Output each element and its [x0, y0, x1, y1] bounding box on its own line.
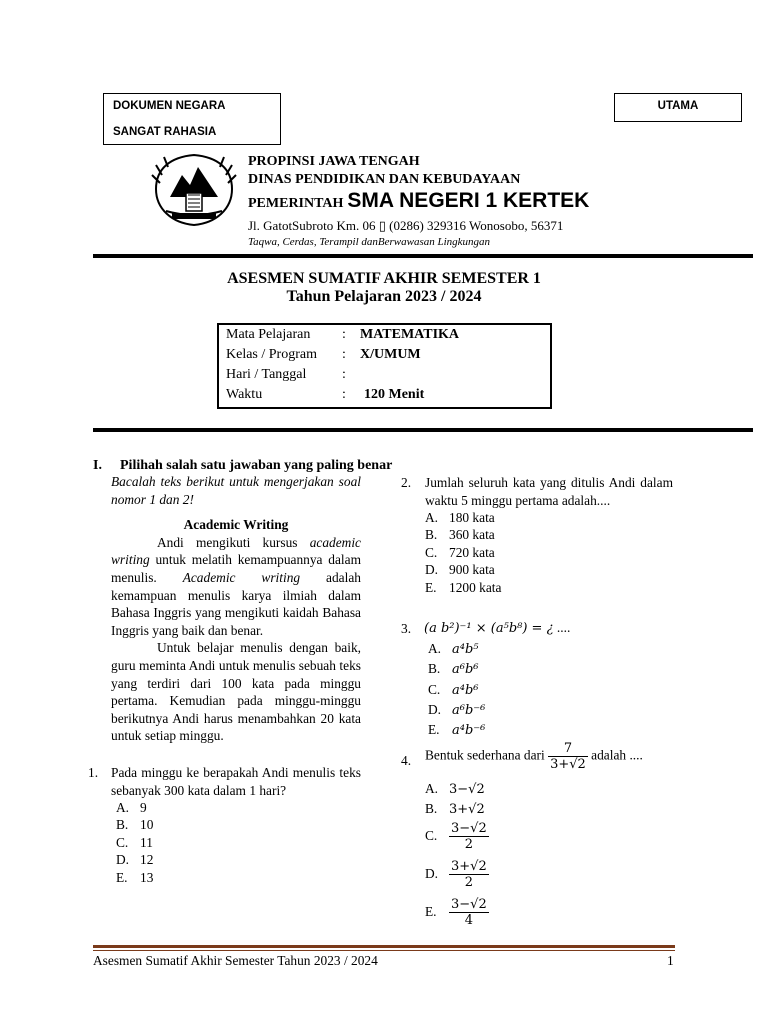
option-math: a⁴b⁻⁶ [452, 723, 486, 738]
fraction-denominator: 2 [464, 875, 473, 890]
option-fraction [449, 897, 489, 928]
reading-paragraph-2: Untuk belajar menulis dengan baik, guru meminta Andi untuk menulis sebuah teks yang terdiri dari 100 kata pada minggu pertama. Kemudian pada minggu-minggu berikutnya Andi harus menambahkan 20 kata untuk setiap minggu. [111, 640, 361, 744]
fraction-denominator: 3+√2 [550, 757, 586, 772]
classification-line-1: DOKUMEN NEGARA [113, 100, 226, 112]
info-row-time [226, 387, 424, 403]
question-2-number: 2. [401, 475, 412, 490]
reading-heading: Academic Writing [183, 517, 289, 533]
option-fraction [449, 821, 489, 852]
info-row-subject [226, 327, 459, 343]
text-run-italic: Academic writing [182, 569, 301, 585]
info-colon: : [342, 327, 346, 342]
footer-rule-thin [93, 950, 675, 951]
option-letter: D. [428, 702, 442, 717]
option-letter: D. [425, 865, 439, 881]
option-math: a⁶b⁻⁶ [452, 703, 486, 718]
exam-title: ASESMEN SUMATIF AKHIR SEMESTER 1 [227, 270, 541, 287]
option-fraction [449, 859, 489, 890]
option-letter: B. [116, 817, 129, 832]
info-key: Waktu [226, 387, 263, 402]
question-4-option-a[interactable] [425, 781, 485, 797]
footer-rule [93, 945, 675, 948]
question-text: Bentuk sederhana dari [425, 747, 545, 763]
option-math: a⁴b⁶ [452, 683, 479, 698]
option-letter: B. [425, 527, 438, 542]
school-motto: Taqwa, Cerdas, Terampil danBerwawasan Lingkungan [248, 236, 491, 248]
section-number: I. [93, 458, 102, 473]
fraction-numerator: 3−√2 [451, 897, 487, 912]
option-letter: C. [428, 682, 441, 697]
text-run: Andi mengikuti kursus [157, 534, 310, 550]
info-value: MATEMATIKA [360, 327, 460, 342]
question-1-option-c[interactable] [116, 835, 153, 851]
info-key: Mata Pelajaran [226, 327, 311, 342]
question-1-option-d[interactable] [116, 852, 153, 868]
option-text: 13 [140, 870, 154, 885]
option-letter: E. [425, 903, 437, 919]
fraction-numerator: 7 [548, 741, 588, 757]
option-text: 720 kata [449, 545, 495, 560]
info-key: Hari / Tanggal [226, 367, 307, 382]
question-1-option-e[interactable] [116, 870, 153, 886]
option-letter: E. [428, 722, 440, 737]
pemerintah-label: PEMERINTAH [248, 196, 344, 211]
question-2-option-b[interactable] [425, 527, 495, 543]
section-heading [93, 458, 392, 474]
option-math: 3+√2 [449, 802, 485, 817]
option-letter: A. [116, 800, 130, 815]
option-letter: A. [428, 641, 442, 656]
question-3-option-d[interactable] [428, 702, 485, 718]
exam-year: Tahun Pelajaran 2023 / 2024 [286, 288, 482, 305]
math-expression: (a b²)⁻¹ × (a⁵b⁸) = ¿ [424, 621, 554, 636]
info-colon: : [342, 347, 346, 362]
question-3-option-e[interactable] [428, 722, 485, 738]
option-text: 12 [140, 852, 154, 867]
info-value: X/UMUM [360, 347, 421, 362]
question-4-option-e[interactable] [425, 897, 489, 928]
info-divider [93, 428, 753, 432]
option-letter: E. [425, 580, 437, 595]
question-1-number: 1. [88, 765, 99, 780]
question-4-option-c[interactable] [425, 821, 489, 852]
option-text: 180 kata [449, 510, 495, 525]
option-text: 9 [140, 800, 147, 815]
info-row-date [226, 367, 360, 383]
question-1-option-a[interactable] [116, 800, 147, 816]
text-run: adalah kemampuan menulis karya ilmiah dalam Bahasa Inggris yang mengikuti kaidah Bahasa Inggris yang baik dan benar. [111, 569, 361, 638]
option-letter: B. [428, 661, 441, 676]
reading-paragraph-1 [111, 534, 361, 640]
document-classification-box [103, 93, 281, 145]
option-text: 360 kata [449, 527, 495, 542]
question-text: adalah .... [591, 747, 643, 763]
text-run-italic: academic writing [111, 534, 361, 568]
question-2-option-e[interactable] [425, 580, 501, 596]
option-text: 10 [140, 817, 154, 832]
fraction-numerator: 3−√2 [451, 821, 487, 836]
option-math: a⁶b⁶ [452, 662, 479, 677]
info-key: Kelas / Program [226, 347, 317, 362]
reading-instruction: Bacalah teks berikut untuk mengerjakan soal nomor 1 dan 2! [111, 474, 361, 507]
question-1-text: Pada minggu ke berapakah Andi menulis teks sebanyak 300 kata dalam 1 hari? [111, 765, 361, 798]
question-2-option-a[interactable] [425, 510, 495, 526]
option-letter: A. [425, 781, 439, 796]
option-math: 3−√2 [449, 782, 485, 797]
info-colon: : [342, 387, 346, 402]
utama-box: UTAMA [614, 93, 742, 122]
province-emblem-logo [150, 153, 238, 227]
province-name: PROPINSI JAWA TENGAH [248, 154, 420, 169]
question-4-text [425, 741, 643, 772]
school-name-line [248, 189, 589, 213]
department-name: DINAS PENDIDIKAN DAN KEBUDAYAAN [248, 172, 521, 187]
school-name: SMA NEGERI 1 KERTEK [347, 189, 590, 212]
question-4-option-d[interactable] [425, 859, 489, 890]
page-number: 1 [667, 953, 674, 968]
question-3-expression [424, 619, 570, 638]
question-4-option-b[interactable] [425, 801, 485, 817]
question-3-option-b[interactable] [428, 661, 479, 677]
question-1-option-b[interactable] [116, 817, 153, 833]
option-letter: C. [116, 835, 129, 850]
option-letter: A. [425, 510, 439, 525]
exam-info-box [217, 323, 552, 409]
option-text: 900 kata [449, 562, 495, 577]
option-letter: C. [425, 827, 438, 843]
info-colon: : [342, 367, 346, 382]
info-value: 120 Menit [364, 387, 425, 402]
question-3-option-a[interactable] [428, 641, 479, 657]
text-run: untuk melatih kemampuannya dalam menulis. [111, 552, 361, 585]
question-2-text: Jumlah seluruh kata yang ditulis Andi dalam waktu 5 minggu pertama adalah.... [425, 475, 673, 508]
question-4-number: 4. [401, 753, 412, 768]
question-3-option-c[interactable] [428, 682, 479, 698]
section-title: Pilihah salah satu jawaban yang paling benar [120, 458, 393, 473]
fraction-denominator: 4 [464, 913, 473, 928]
option-letter: C. [425, 545, 438, 560]
reading-passage [111, 473, 361, 745]
footer-text: Asesmen Sumatif Akhir Semester Tahun 2023 / 2024 [93, 953, 378, 968]
question-2-option-c[interactable] [425, 545, 495, 561]
institution-header [248, 153, 520, 189]
option-text: 11 [140, 835, 153, 850]
school-address: Jl. GatotSubroto Km. 06 ▯ (0286) 329316 Wonosobo, 56371 [248, 218, 564, 233]
option-math: a⁴b⁵ [452, 642, 479, 657]
option-letter: B. [425, 801, 438, 816]
option-letter: E. [116, 870, 128, 885]
option-letter: D. [116, 852, 130, 867]
option-letter: D. [425, 562, 439, 577]
question-3-number: 3. [401, 621, 412, 636]
fraction-denominator: 2 [464, 837, 473, 852]
classification-line-2: SANGAT RAHASIA [113, 126, 217, 138]
question-tail: .... [553, 620, 571, 635]
question-4-fraction [548, 741, 588, 772]
question-2-option-d[interactable] [425, 562, 495, 578]
header-divider [93, 254, 753, 258]
info-row-class [226, 347, 421, 363]
option-text: 1200 kata [449, 580, 502, 595]
fraction-numerator: 3+√2 [451, 859, 487, 874]
